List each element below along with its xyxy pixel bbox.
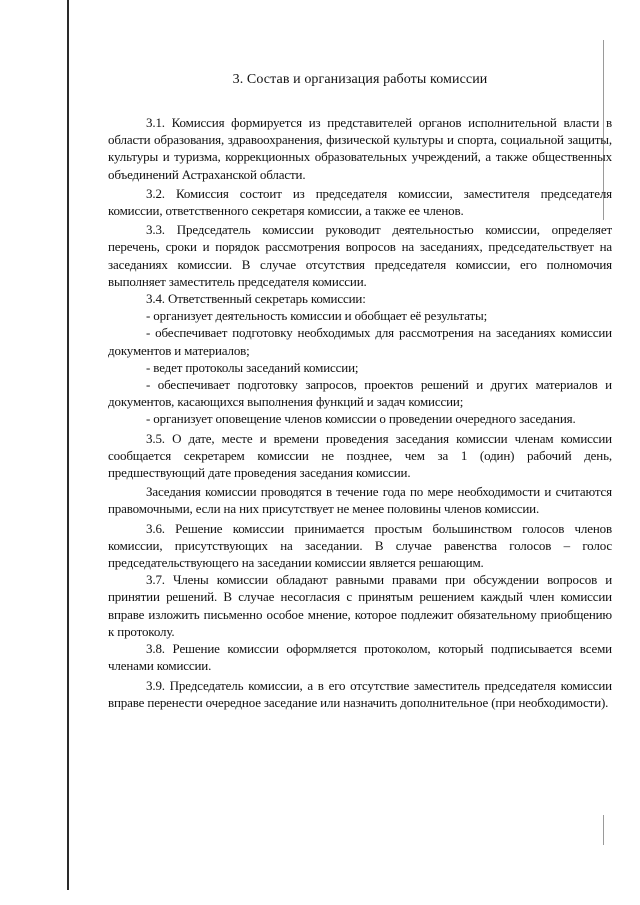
section-heading: 3. Состав и организация работы комиссии [232, 72, 488, 87]
list-item: - обеспечивает подготовку запросов, проектов решений и других материалов и документов, касающихся выполнения функций и задач комиссии; [108, 377, 612, 410]
paragraph-3-5: 3.5. О дате, месте и времени проведения заседания комиссии членам комиссии сообщается секретарем комиссии не позднее, чем за 1 (один) рабочий день, предшествующий дате проведения заседания комиссии. [108, 430, 612, 481]
document-page [108, 72, 612, 711]
list-item: - организует оповещение членов комиссии о проведении очередного заседания. [146, 411, 576, 427]
paragraph-3-4: 3.4. Ответственный секретарь комиссии: [146, 291, 366, 307]
paragraph-meetings: Заседания комиссии проводятся в течение года по мере необходимости и считаются правомочными, если на них присутствует не менее половины членов комиссии. [108, 484, 612, 517]
scan-edge-left [67, 0, 69, 890]
list-item: - организует деятельность комиссии и обобщает её результаты; [146, 308, 488, 324]
paragraph-3-3: 3.3. Председатель комиссии руководит деятельностью комиссии, определяет перечень, сроки и порядок рассмотрения вопросов на заседаниях, председательствует на заседаниях комиссии. В случае отсутствия председателя комиссии, его полномочия выполняет заместитель председателя комиссии. [108, 222, 612, 289]
paragraph-3-8: 3.8. Решение комиссии оформляется протоколом, который подписывается всеми членами комиссии. [108, 641, 612, 674]
paragraph-3-6: 3.6. Решение комиссии принимается простым большинством голосов членов комиссии, присутствующих на заседании. В случае равенства голосов – голос председательствующего на заседании комиссии является решающим. [108, 520, 612, 571]
paragraph-3-1: 3.1. Комиссия формируется из представителей органов исполнительной власти в области образования, здравоохранения, физической культуры и спорта, социальной защиты, культуры и туризма, коррекционных образовательных учреждений, а также общественных объединений Астраханской области. [108, 115, 612, 182]
scan-edge-right-lower [603, 815, 604, 845]
list-item: - ведет протоколы заседаний комиссии; [146, 359, 359, 375]
paragraph-3-9: 3.9. Председатель комиссии, а в его отсутствие заместитель председателя комиссии вправе перенести очередное заседание или назначить дополнительное (при необходимости). [108, 677, 612, 710]
paragraph-3-2: 3.2. Комиссия состоит из председателя комиссии, заместителя председателя комиссии, ответственного секретаря комиссии, а также ее членов. [108, 185, 612, 219]
paragraph-3-7: 3.7. Члены комиссии обладают равными правами при обсуждении вопросов и принятии решений. В случае несогласия с принятым решением каждый член комиссии вправе изложить письменно особое мнение, которое подлежит обязательному приобщению к протоколу. [108, 572, 612, 639]
list-item: - обеспечивает подготовку необходимых для рассмотрения на заседаниях комиссии документов и материалов; [108, 325, 612, 358]
